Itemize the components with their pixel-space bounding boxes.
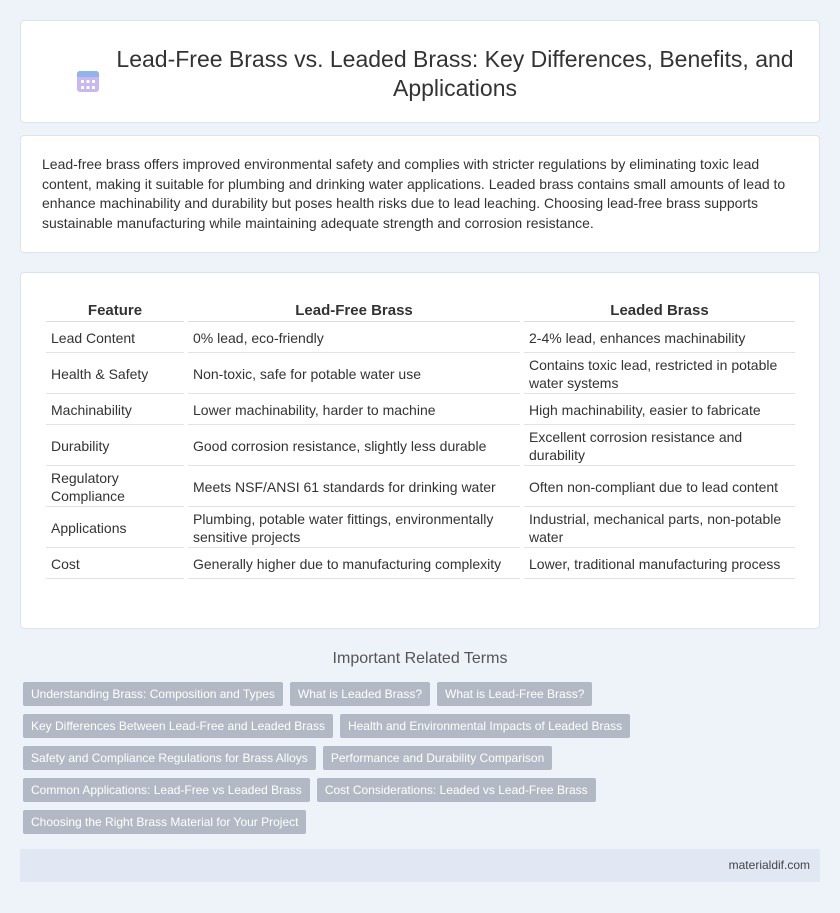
intro-card — [20, 135, 820, 253]
table-row — [46, 355, 795, 394]
related-term-tag[interactable]: Safety and Compliance Regulations for Brass Alloys — [23, 746, 316, 770]
table-cell: Durability — [46, 427, 184, 466]
table-row — [46, 427, 795, 466]
related-term-tag[interactable]: Performance and Durability Comparison — [323, 746, 552, 770]
table-cell: Lead Content — [46, 324, 184, 353]
calendar-icon — [75, 67, 103, 95]
table-row — [46, 550, 795, 579]
related-terms-list — [23, 682, 823, 842]
table-cell: Regulatory Compliance — [46, 468, 184, 507]
table-cell: Good corrosion resistance, slightly less durable — [188, 427, 520, 466]
table-row — [46, 396, 795, 425]
table-cell: Applications — [46, 509, 184, 548]
table-cell: High machinability, easier to fabricate — [524, 396, 795, 425]
related-term-tag[interactable]: Choosing the Right Brass Material for Your Project — [23, 810, 306, 834]
table-cell: Plumbing, potable water fittings, environmentally sensitive projects — [188, 509, 520, 548]
header-lead-free: Lead-Free Brass — [188, 298, 520, 322]
table-row — [46, 324, 795, 353]
header-leaded: Leaded Brass — [524, 298, 795, 322]
table-cell: Lower, traditional manufacturing process — [524, 550, 795, 579]
table-cell: Health & Safety — [46, 355, 184, 394]
title-card — [20, 20, 820, 123]
table-cell: 2-4% lead, enhances machinability — [524, 324, 795, 353]
comparison-table — [42, 296, 799, 581]
table-row — [46, 509, 795, 548]
table-cell: Machinability — [46, 396, 184, 425]
comparison-table-card — [20, 272, 820, 629]
related-term-tag[interactable]: Key Differences Between Lead-Free and Leaded Brass — [23, 714, 333, 738]
related-term-tag[interactable]: What is Lead-Free Brass? — [437, 682, 592, 706]
table-cell: Non-toxic, safe for potable water use — [188, 355, 520, 394]
footer-site-link[interactable]: materialdif.com — [728, 858, 810, 872]
related-term-tag[interactable]: What is Leaded Brass? — [290, 682, 430, 706]
table-cell: Excellent corrosion resistance and durability — [524, 427, 795, 466]
footer — [20, 849, 820, 882]
table-header-row — [46, 298, 795, 322]
intro-paragraph: Lead-free brass offers improved environmental safety and complies with stricter regulations by eliminating toxic lead content, making it suitable for plumbing and drinking water applications. Leaded brass contains small amounts of lead to enhance machinability and durability but poses health risks due to lead leaching. Choosing lead-free brass supports sustainable manufacturing while maintaining adequate strength and corrosion resistance. — [42, 156, 786, 231]
table-cell: 0% lead, eco-friendly — [188, 324, 520, 353]
table-cell: Lower machinability, harder to machine — [188, 396, 520, 425]
related-term-tag[interactable]: Health and Environmental Impacts of Leaded Brass — [340, 714, 630, 738]
page-title: Lead-Free Brass vs. Leaded Brass: Key Differences, Benefits, and Applications — [116, 46, 794, 101]
related-terms-heading: Important Related Terms — [332, 650, 508, 667]
related-term-tag[interactable]: Common Applications: Lead-Free vs Leaded Brass — [23, 778, 310, 802]
table-cell: Contains toxic lead, restricted in potable water systems — [524, 355, 795, 394]
related-term-tag[interactable]: Cost Considerations: Leaded vs Lead-Free Brass — [317, 778, 596, 802]
table-cell: Cost — [46, 550, 184, 579]
related-term-tag[interactable]: Understanding Brass: Composition and Types — [23, 682, 283, 706]
table-row — [46, 468, 795, 507]
table-cell: Meets NSF/ANSI 61 standards for drinking water — [188, 468, 520, 507]
header-feature: Feature — [46, 298, 184, 322]
table-cell: Generally higher due to manufacturing complexity — [188, 550, 520, 579]
table-cell: Often non-compliant due to lead content — [524, 468, 795, 507]
table-cell: Industrial, mechanical parts, non-potable water — [524, 509, 795, 548]
